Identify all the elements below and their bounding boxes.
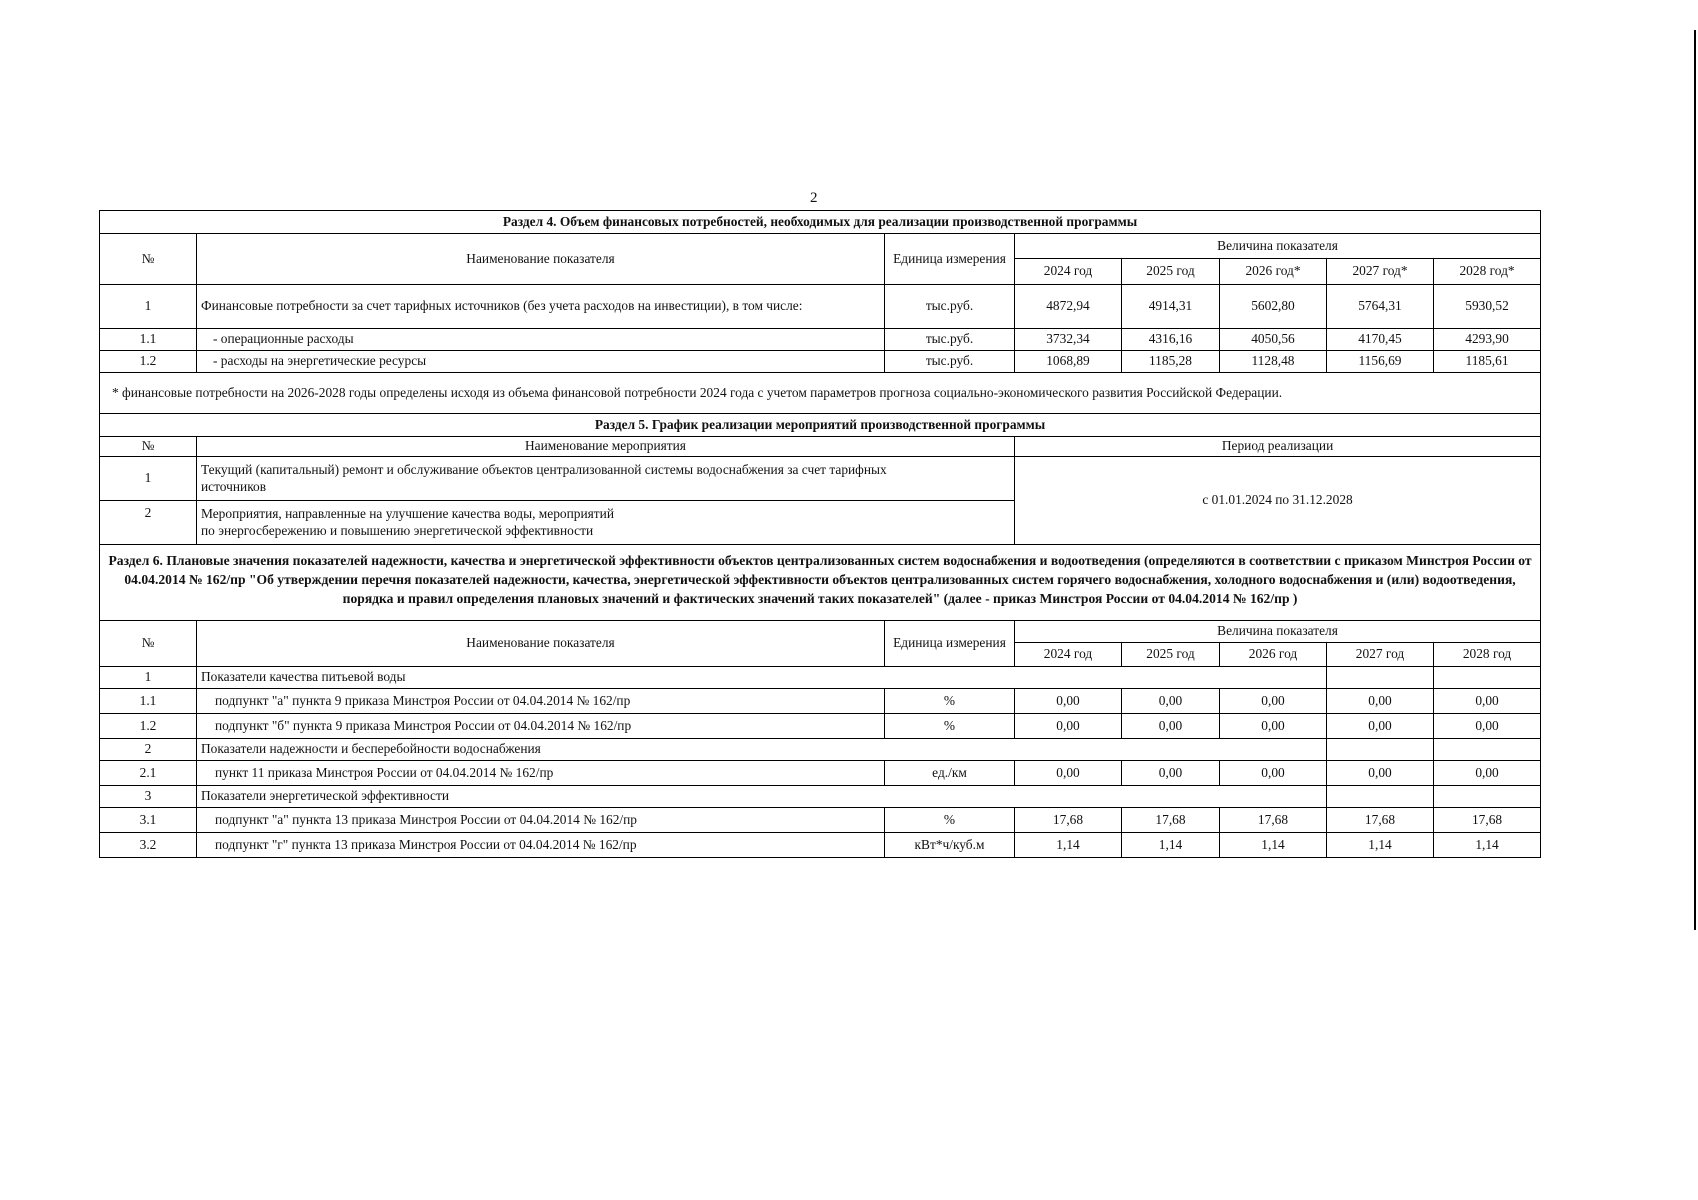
year-header: 2025 год xyxy=(1122,643,1220,667)
row-value: 0,00 xyxy=(1122,761,1220,786)
header-value: Величина показателя xyxy=(1015,234,1541,259)
table-row xyxy=(100,351,1541,373)
section4-header-row xyxy=(100,234,1541,259)
row-value: 0,00 xyxy=(1122,714,1220,739)
empty-cell xyxy=(1434,786,1541,808)
scan-edge-line xyxy=(1694,30,1696,930)
row-name: пункт 11 приказа Минстроя России от 04.04.2014 № 162/пр xyxy=(197,761,885,786)
activity-name-line: Мероприятия, направленные на улучшение качества воды, мероприятий xyxy=(201,506,614,522)
header-activity-name: Наименование мероприятия xyxy=(197,437,1015,457)
row-value: 0,00 xyxy=(1434,689,1541,714)
row-value: 5602,80 xyxy=(1220,285,1327,329)
row-value: 1185,61 xyxy=(1434,351,1541,373)
year-header: 2027 год* xyxy=(1327,259,1434,285)
section4-title: Раздел 4. Объем финансовых потребностей, необходимых для реализации производственной программы xyxy=(100,211,1541,234)
activity-name xyxy=(197,501,1015,545)
row-unit: тыс.руб. xyxy=(885,285,1015,329)
row-num: 2 xyxy=(100,739,197,761)
row-value: 1,14 xyxy=(1015,833,1122,858)
group-name: Показатели энергетической эффективности xyxy=(197,786,1327,808)
row-value: 0,00 xyxy=(1220,689,1327,714)
row-value: 0,00 xyxy=(1327,714,1434,739)
table-row xyxy=(100,285,1541,329)
group-name: Показатели надежности и бесперебойности водоснабжения xyxy=(197,739,1327,761)
group-row xyxy=(100,786,1541,808)
row-num: 1.1 xyxy=(100,329,197,351)
row-value: 17,68 xyxy=(1015,808,1122,833)
row-value: 17,68 xyxy=(1327,808,1434,833)
row-value: 0,00 xyxy=(1327,761,1434,786)
row-value: 0,00 xyxy=(1015,689,1122,714)
empty-cell xyxy=(1327,786,1434,808)
document-tables xyxy=(99,210,1540,858)
row-unit: кВт*ч/куб.м xyxy=(885,833,1015,858)
row-num: 1.1 xyxy=(100,689,197,714)
row-value: 0,00 xyxy=(1434,761,1541,786)
row-value: 0,00 xyxy=(1220,761,1327,786)
row-value: 0,00 xyxy=(1122,689,1220,714)
row-unit: ед./км xyxy=(885,761,1015,786)
row-value: 1,14 xyxy=(1327,833,1434,858)
table-row xyxy=(100,457,1541,501)
section4-title-row xyxy=(100,211,1541,234)
row-value: 1185,28 xyxy=(1122,351,1220,373)
row-value: 5764,31 xyxy=(1327,285,1434,329)
row-num: 3.2 xyxy=(100,833,197,858)
row-unit: % xyxy=(885,689,1015,714)
row-name: Финансовые потребности за счет тарифных источников (без учета расходов на инвестиции), в том числе: xyxy=(197,285,885,329)
table-row xyxy=(100,689,1541,714)
row-value: 1156,69 xyxy=(1327,351,1434,373)
row-num: 2.1 xyxy=(100,761,197,786)
empty-cell xyxy=(1434,739,1541,761)
group-row xyxy=(100,739,1541,761)
row-value: 1068,89 xyxy=(1015,351,1122,373)
section5-title: Раздел 5. График реализации мероприятий производственной программы xyxy=(100,414,1541,437)
row-value: 4914,31 xyxy=(1122,285,1220,329)
row-value: 17,68 xyxy=(1220,808,1327,833)
row-value: 4872,94 xyxy=(1015,285,1122,329)
row-value: 4050,56 xyxy=(1220,329,1327,351)
section5-title-row xyxy=(100,414,1541,437)
row-value: 1,14 xyxy=(1220,833,1327,858)
year-header: 2025 год xyxy=(1122,259,1220,285)
section6-title-row xyxy=(100,545,1541,621)
table-row xyxy=(100,329,1541,351)
row-num: 1 xyxy=(100,457,197,501)
header-unit: Единица измерения xyxy=(885,621,1015,667)
empty-cell xyxy=(1327,667,1434,689)
header-period: Период реализации xyxy=(1015,437,1541,457)
row-value: 0,00 xyxy=(1015,714,1122,739)
header-unit: Единица измерения xyxy=(885,234,1015,285)
year-header: 2027 год xyxy=(1327,643,1434,667)
row-name: подпункт "б" пункта 9 приказа Минстроя России от 04.04.2014 № 162/пр xyxy=(197,714,885,739)
row-num: 1 xyxy=(100,285,197,329)
period-value: с 01.01.2024 по 31.12.2028 xyxy=(1015,457,1541,545)
empty-cell xyxy=(1327,739,1434,761)
year-header: 2028 год* xyxy=(1434,259,1541,285)
page-number: 2 xyxy=(810,190,818,206)
row-unit: тыс.руб. xyxy=(885,329,1015,351)
row-value: 4170,45 xyxy=(1327,329,1434,351)
row-name: подпункт "г" пункта 13 приказа Минстроя России от 04.04.2014 № 162/пр xyxy=(197,833,885,858)
group-row xyxy=(100,667,1541,689)
header-num: № xyxy=(100,621,197,667)
empty-cell xyxy=(1434,667,1541,689)
row-value: 4316,16 xyxy=(1122,329,1220,351)
row-value: 17,68 xyxy=(1434,808,1541,833)
section6-title: Раздел 6. Плановые значения показателей надежности, качества и энергетической эффективности объектов централизованных систем водоснабжения и водоотведения (определяются в соответствии с приказом Минстроя России от 04.04.2014 № 162/пр "Об утверждении перечня показателей надежности, качества, энергетической эффективности объектов централизованных систем горячего водоснабжения, холодного водоснабжения и (или) водоотведения, порядка и правил определения плановых значений и фактических значений таких показателей" (далее - приказ Минстроя России от 04.04.2014 № 162/пр ) xyxy=(100,545,1541,621)
row-value: 0,00 xyxy=(1327,689,1434,714)
year-header: 2028 год xyxy=(1434,643,1541,667)
header-value: Величина показателя xyxy=(1015,621,1541,643)
row-name: подпункт "а" пункта 13 приказа Минстроя России от 04.04.2014 № 162/пр xyxy=(197,808,885,833)
row-num: 3 xyxy=(100,786,197,808)
table-row xyxy=(100,714,1541,739)
row-num: 2 xyxy=(100,501,197,545)
row-value: 1128,48 xyxy=(1220,351,1327,373)
row-value: 0,00 xyxy=(1434,714,1541,739)
section5-header-row xyxy=(100,437,1541,457)
row-num: 1 xyxy=(100,667,197,689)
header-name: Наименование показателя xyxy=(197,621,885,667)
activity-name xyxy=(197,457,1015,501)
row-num: 1.2 xyxy=(100,714,197,739)
row-value: 1,14 xyxy=(1434,833,1541,858)
row-name: - расходы на энергетические ресурсы xyxy=(197,351,885,373)
table-row xyxy=(100,761,1541,786)
year-header: 2026 год* xyxy=(1220,259,1327,285)
year-header: 2024 год xyxy=(1015,643,1122,667)
section4-note-row xyxy=(100,373,1541,414)
row-value: 0,00 xyxy=(1015,761,1122,786)
report-table xyxy=(99,210,1541,858)
table-row xyxy=(100,833,1541,858)
row-num: 1.2 xyxy=(100,351,197,373)
row-name: подпункт "а" пункта 9 приказа Минстроя России от 04.04.2014 № 162/пр xyxy=(197,689,885,714)
footnote: * финансовые потребности на 2026-2028 годы определены исходя из объема финансовой потребности 2024 года с учетом параметров прогноза социально-экономического развития Российской Федерации. xyxy=(100,373,1541,414)
row-unit: % xyxy=(885,714,1015,739)
section6-header-row xyxy=(100,621,1541,643)
row-unit: тыс.руб. xyxy=(885,351,1015,373)
header-num: № xyxy=(100,437,197,457)
year-header: 2024 год xyxy=(1015,259,1122,285)
row-value: 3732,34 xyxy=(1015,329,1122,351)
activity-name-line: по энергосбережению и повышению энергетической эффективности xyxy=(201,522,594,538)
row-value: 17,68 xyxy=(1122,808,1220,833)
activity-name-line: источников xyxy=(201,478,267,494)
row-value: 1,14 xyxy=(1122,833,1220,858)
header-name: Наименование показателя xyxy=(197,234,885,285)
table-row xyxy=(100,808,1541,833)
row-unit: % xyxy=(885,808,1015,833)
row-value: 5930,52 xyxy=(1434,285,1541,329)
row-value: 4293,90 xyxy=(1434,329,1541,351)
group-name: Показатели качества питьевой воды xyxy=(197,667,1327,689)
header-num: № xyxy=(100,234,197,285)
row-value: 0,00 xyxy=(1220,714,1327,739)
year-header: 2026 год xyxy=(1220,643,1327,667)
row-num: 3.1 xyxy=(100,808,197,833)
activity-name-line: Текущий (капитальный) ремонт и обслуживание объектов централизованной системы водоснабжения за счет тарифных xyxy=(201,462,887,478)
row-name: - операционные расходы xyxy=(197,329,885,351)
